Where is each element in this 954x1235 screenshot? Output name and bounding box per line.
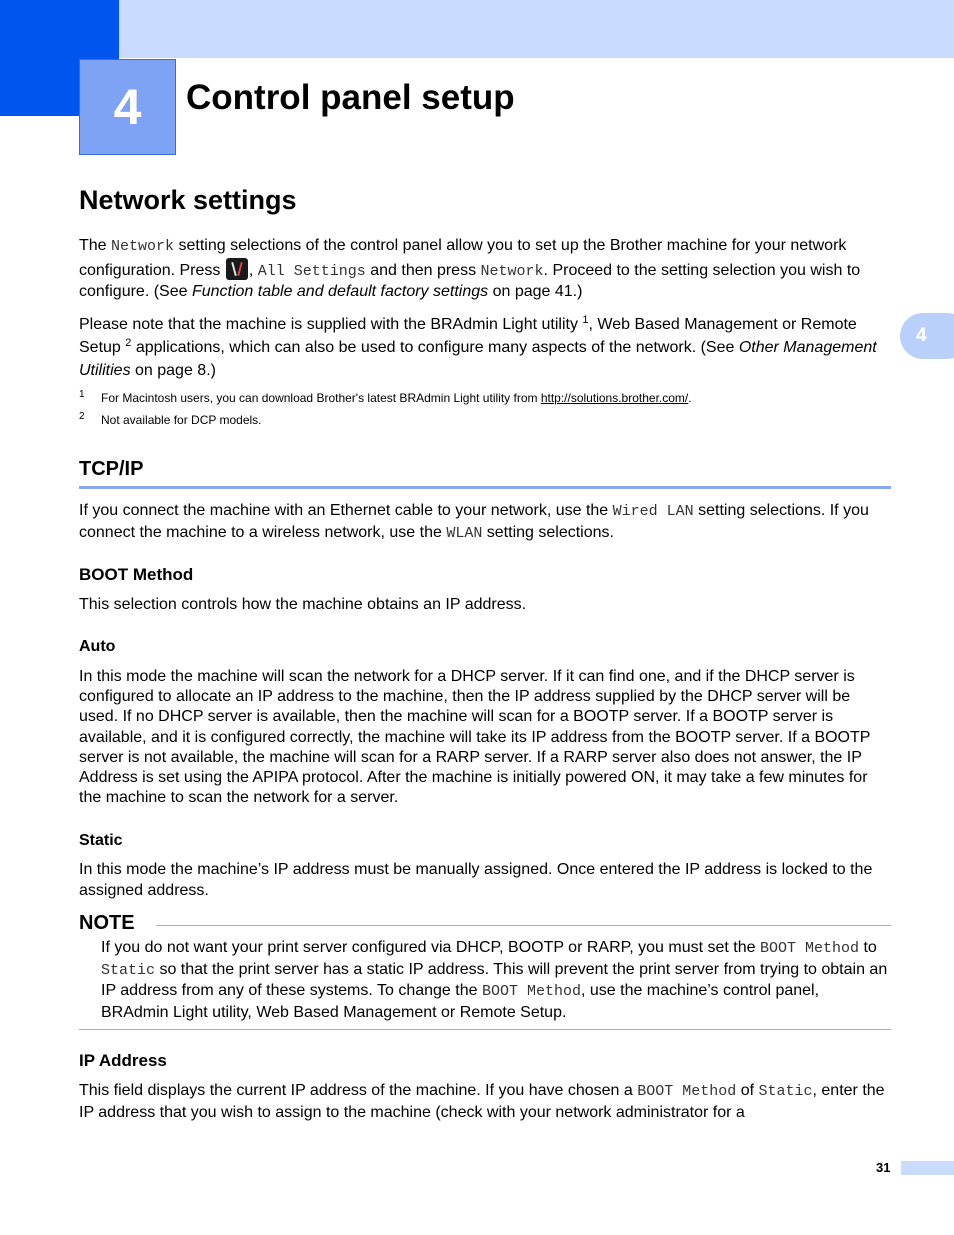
note-top-rule: [156, 925, 891, 926]
auto-text: In this mode the machine will scan the network for a DHCP server. If it can find one, and if the DHCP server is configured to allocate an IP address to the machine, then the IP address supplied by the DHCP server will be used. If no DHCP server is available, then the machine will scan for a BOOTP server. If a BOOTP server is available, and it is configured correctly, the machine will take its IP address from the BOOTP server. If a BOOTP server is not available, the machine will scan for a RARP server. If a RARP server also does not answer, the IP Address is set using the APIPA protocol. After the machine is initially powered ON, it may take a few minutes for the machine to scan the network for a server.: [79, 668, 871, 807]
static-text: In this mode the machine’s IP address must be manually assigned. Once entered the IP address is locked to the assigned address.: [79, 861, 873, 899]
intro-paragraph-2: Please note that the machine is supplied with the BRAdmin Light utility $^1$, Web Based Management or Remote Setup $^2$ applications, which can also be used to configure many aspects of the network. (See Other Management Utilities on page 8.): [79, 314, 877, 379]
static-title: Static: [79, 832, 123, 849]
tcpip-title: TCP/IP: [79, 458, 144, 480]
boot-method-title: BOOT Method: [79, 565, 194, 584]
header-band: [0, 0, 954, 58]
page-number: 31: [876, 1160, 891, 1175]
note-title: NOTE: [79, 912, 135, 934]
settings-key-icon: [226, 258, 248, 280]
chapter-number: 4: [79, 59, 176, 155]
footnote-link[interactable]: http://solutions.brother.com/: [540, 391, 689, 405]
chapter-side-tab: 4: [900, 313, 954, 359]
ip-address-text: This field displays the current IP address of the machine. If you have chosen a BOOT Method of Static, enter the IP address that you wish to assign to the machine (check with your network administrator for a: [79, 1082, 885, 1121]
section-title: Network settings: [79, 185, 297, 215]
chapter-title: Control panel setup: [186, 78, 515, 117]
note-body: If you do not want your print server configured via DHCP, BOOTP or RARP, you must set the BOOT Method to Static so that the print server has a static IP address. This will prevent the print server from trying to obtain an IP address from any of these systems. To change the BOOT Method, use the machine’s control panel, BRAdmin Light utility, Web Based Management or Remote Setup.: [101, 939, 888, 1021]
note-bottom-rule: [79, 1029, 891, 1030]
auto-title: Auto: [79, 638, 116, 655]
boot-method-text: This selection controls how the machine obtains an IP address.: [79, 596, 527, 613]
tcpip-divider: [79, 486, 891, 489]
ip-address-title: IP Address: [79, 1051, 167, 1070]
intro-paragraph-1: The Network setting selections of the control panel allow you to set up the Brother machine for your network configuration. Press , All Settings and then press Network. Proceed to the setting selection you wish to configure. (See Function table and default factory settings on page 41.): [79, 237, 861, 300]
tcpip-paragraph: If you connect the machine with an Ethernet cable to your network, use the Wired LAN setting selections. If you connect the machine to a wireless network, use the WLAN setting selections.: [79, 502, 869, 542]
footer-bar: [901, 1161, 954, 1175]
